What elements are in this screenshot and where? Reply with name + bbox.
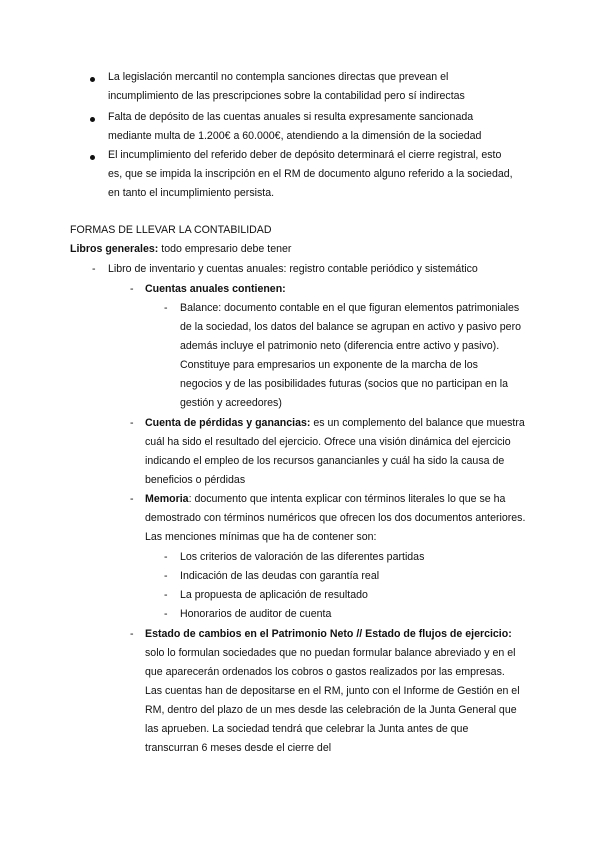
dash-marker: - (164, 608, 168, 620)
bullet-dot (90, 117, 95, 122)
estado-cambios (145, 625, 520, 758)
memoria-item-2: Indicación de las deudas con garantía real (180, 570, 380, 582)
dash-marker: - (130, 628, 134, 640)
section-heading: FORMAS DE LLEVAR LA CONTABILIDAD (70, 224, 272, 236)
intro-bullet-3: El incumplimiento del referido deber de depósito determinará el cierre registral, esto es, que se impida la inscripción en el RM de documento alguno referido a la sociedad, en tanto el incumplimiento persista. (108, 149, 513, 199)
memoria-item-1: Los criterios de valoración de las diferentes partidas (180, 551, 425, 563)
libros-generales (70, 240, 520, 259)
intro-bullet-1: La legislación mercantil no contempla sanciones directas que prevean el incumplimiento de las prescripciones sobre la contabilidad pero sí indirectas (108, 71, 465, 102)
estado-label: Estado de cambios en el Patrimonio Neto // Estado de flujos de ejercicio: (145, 628, 512, 640)
dash-marker: - (130, 283, 134, 295)
perdidas-ganancias (145, 414, 530, 490)
estado-text: solo lo formulan sociedades que no puedan formular balance abreviado y en el que aparecerán ordenados los cobros o gastos realizados por las empresas. Las cuentas han de depositarse en el RM, junto con el Informe de Gestión en el RM, dentro del plazo de un mes desde las celebración de la Junta General que las aprueben. La sociedad tendrá que celebrar la Junta antes de que transcurran 6 meses desde el cierre del (145, 647, 520, 754)
cuentas-anuales-heading: Cuentas anuales contienen: (145, 283, 286, 295)
intro-bullet-2: Falta de depósito de las cuentas anuales si resulta expresamente sancionada mediante multa de 1.200€ a 60.000€, atendiendo a la dimensión de la sociedad (108, 111, 482, 142)
dash-marker: - (164, 551, 168, 563)
dash-marker: - (164, 302, 168, 314)
memoria-label: Memoria (145, 493, 189, 505)
balance-text: Balance: documento contable en el que figuran elementos patrimoniales de la sociedad, los datos del balance se agrupan en activo y pasivo pero además incluye el patrimonio neto (diferencia entre activo y pasivo). Constituye para empresarios un exponente de la marcha de los negocios y de las posibilidades futuras (socios que no participan en la gestión y acreedores) (180, 302, 521, 409)
dash-marker: - (164, 589, 168, 601)
dash-marker: - (130, 493, 134, 505)
libros-generales-text: todo empresario debe tener (158, 243, 292, 255)
bullet-dot (90, 155, 95, 160)
dash-marker: - (130, 417, 134, 429)
memoria (145, 490, 530, 547)
memoria-item-3: La propuesta de aplicación de resultado (180, 589, 368, 601)
perdidas-text: es un complemento del balance que muestra cuál ha sido el resultado del ejercicio. Ofrece una visión dinámica del ejercicio indicando el empleo de los recursos ganancianles y cuál ha sido la causa de beneficios o pérdidas (145, 417, 525, 486)
memoria-text: : documento que intenta explicar con términos literales lo que se ha demostrado con términos numéricos que ofrecen los dos documentos anteriores. Las menciones mínimas que ha de contener son: (145, 493, 526, 543)
dash-marker: - (164, 570, 168, 582)
libros-generales-label: Libros generales: (70, 243, 159, 255)
libro-inventario: Libro de inventario y cuentas anuales: registro contable periódico y sistemático (108, 263, 478, 275)
dash-marker: - (92, 263, 96, 275)
bullet-dot (90, 77, 95, 82)
cuentas-anuales-label (145, 280, 525, 299)
perdidas-label: Cuenta de pérdidas y ganancias: (145, 417, 311, 429)
memoria-item-4: Honorarios de auditor de cuenta (180, 608, 332, 620)
